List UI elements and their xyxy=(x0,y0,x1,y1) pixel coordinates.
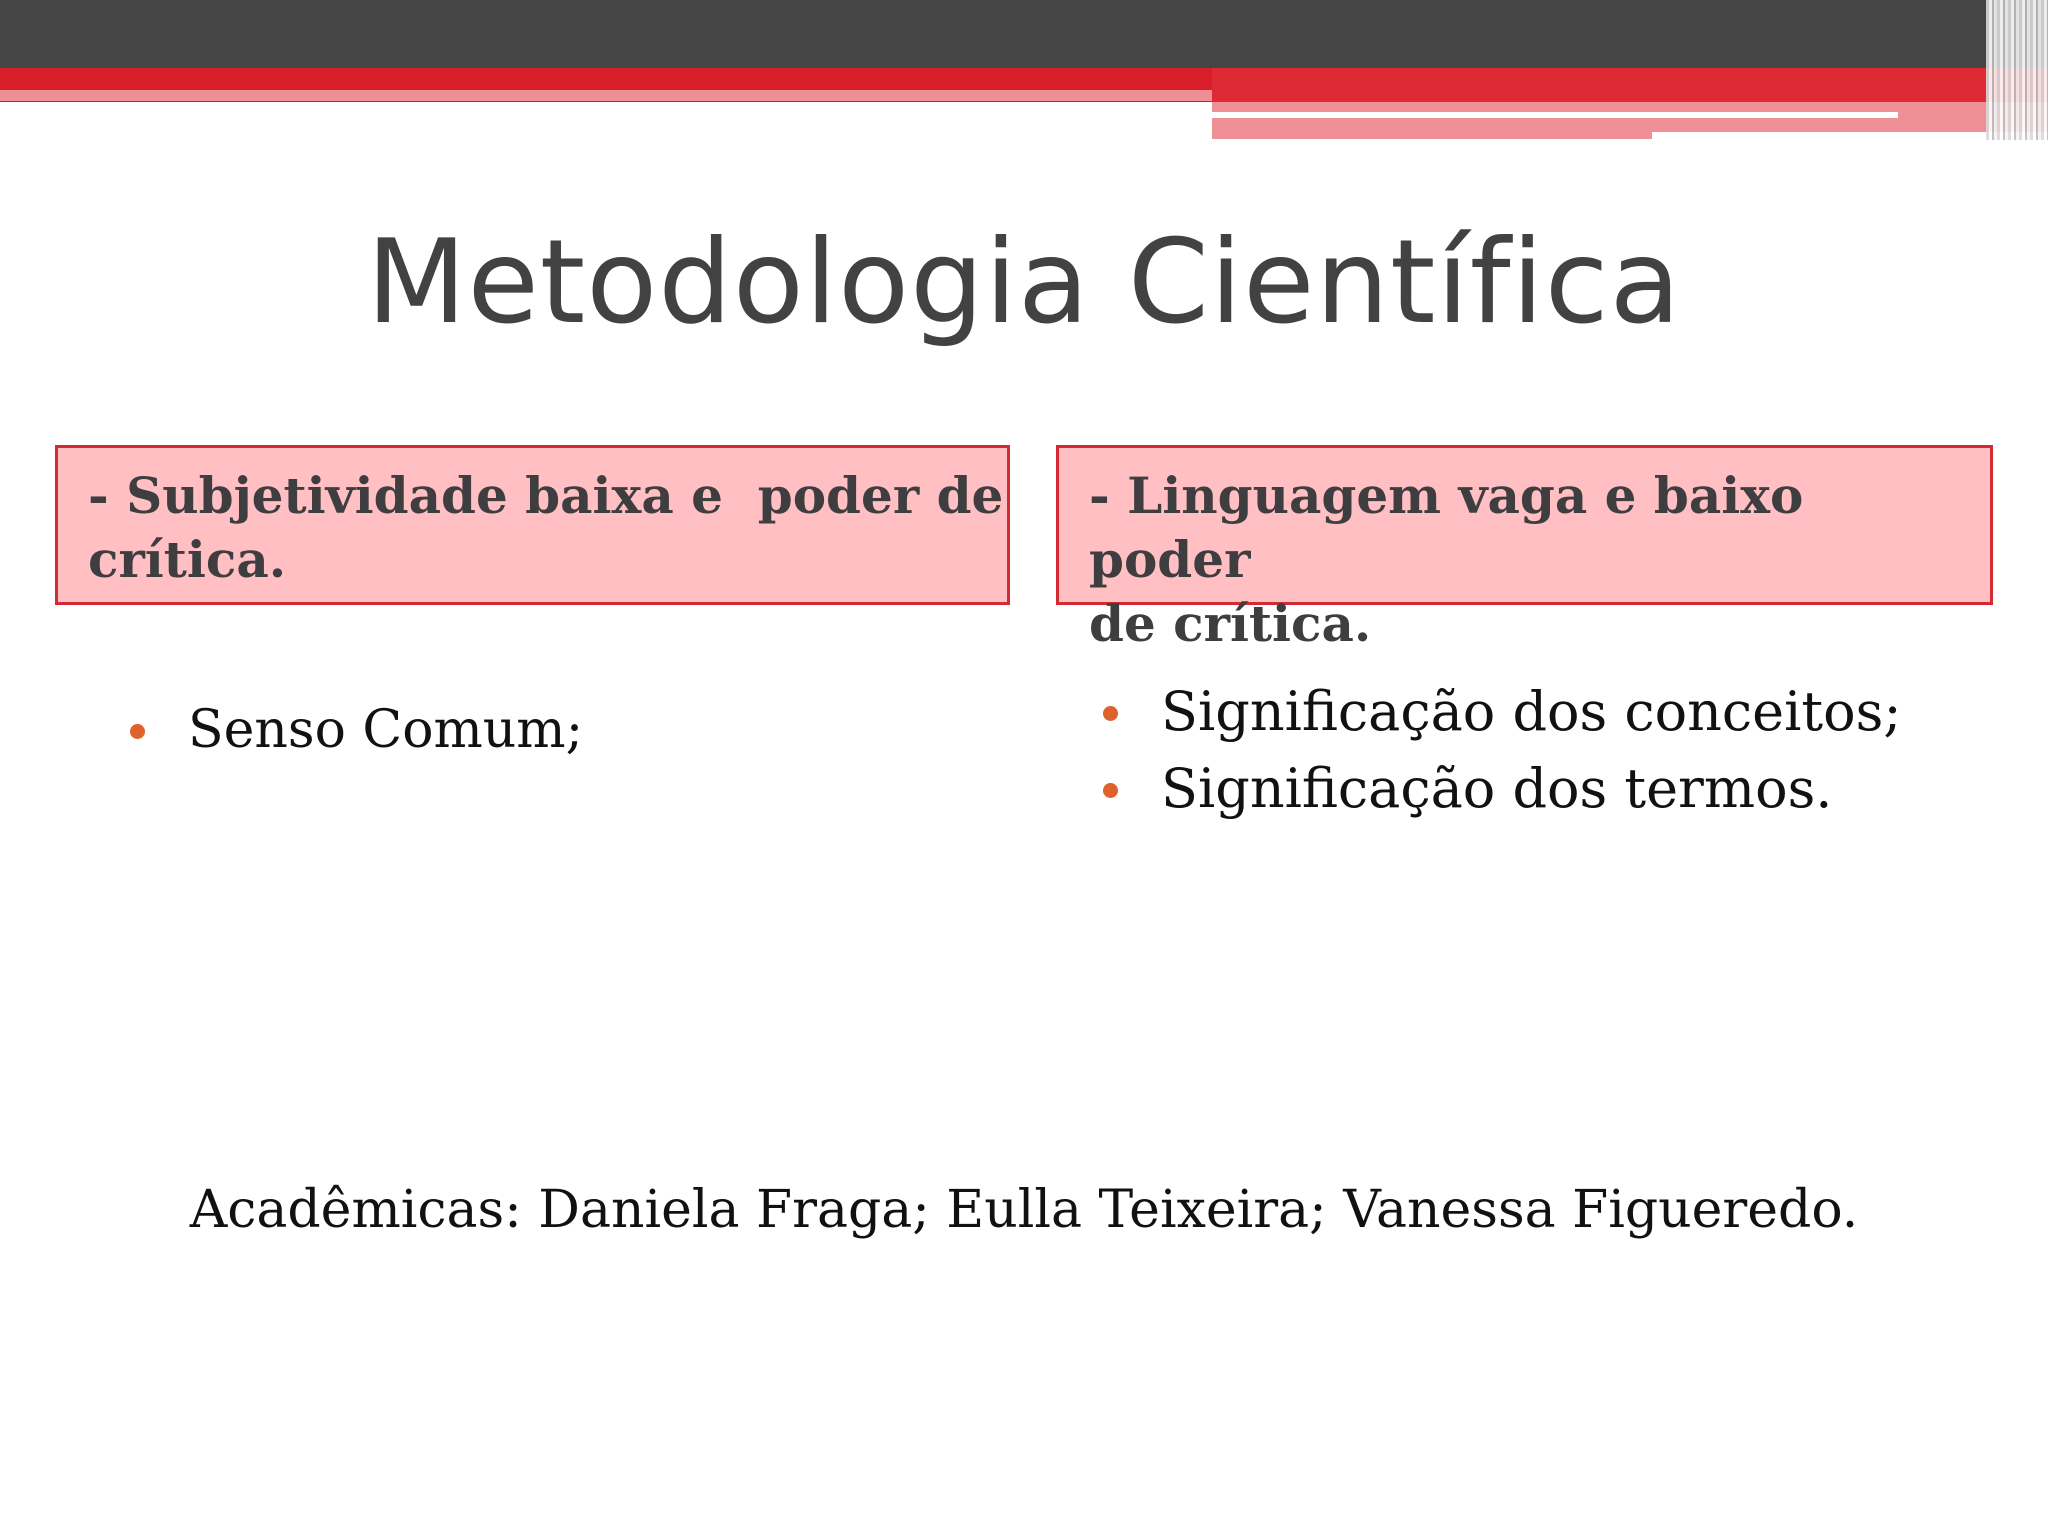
bullet-dot-icon xyxy=(1103,783,1118,798)
header-dark-band xyxy=(0,0,2048,68)
list-item-text: Significação dos termos. xyxy=(1161,757,1833,820)
left-bullet-list xyxy=(130,692,583,768)
bullet-dot-icon xyxy=(1103,706,1118,721)
left-box-line-1: - Subjetividade baixa e poder de xyxy=(88,466,1004,525)
list-item xyxy=(1103,750,1902,827)
right-box-line-2: de crítica. xyxy=(1089,594,1372,653)
left-box-line-2: crítica. xyxy=(88,530,287,589)
left-highlight-box xyxy=(55,445,1010,605)
bullet-dot-icon xyxy=(130,724,145,739)
slide-title: Metodologia Científica xyxy=(366,215,1682,350)
right-bullet-list xyxy=(1103,673,1902,827)
header-red-band-right xyxy=(1212,68,2048,102)
authors-footer: Acadêmicas: Daniela Fraga; Eulla Teixeira; Vanessa Figueredo. xyxy=(189,1180,1859,1240)
right-box-line-1: - Linguagem vaga e baixo poder xyxy=(1089,466,1804,589)
list-item-text: Significação dos conceitos; xyxy=(1161,680,1902,743)
list-item-text: Senso Comum; xyxy=(188,700,584,760)
header-stripes-decoration xyxy=(1986,0,2048,140)
header-pink-line xyxy=(0,90,1212,101)
right-highlight-box xyxy=(1056,445,1993,653)
list-item xyxy=(130,692,583,768)
header-white-line xyxy=(1212,112,1898,118)
list-item xyxy=(1103,673,1902,750)
